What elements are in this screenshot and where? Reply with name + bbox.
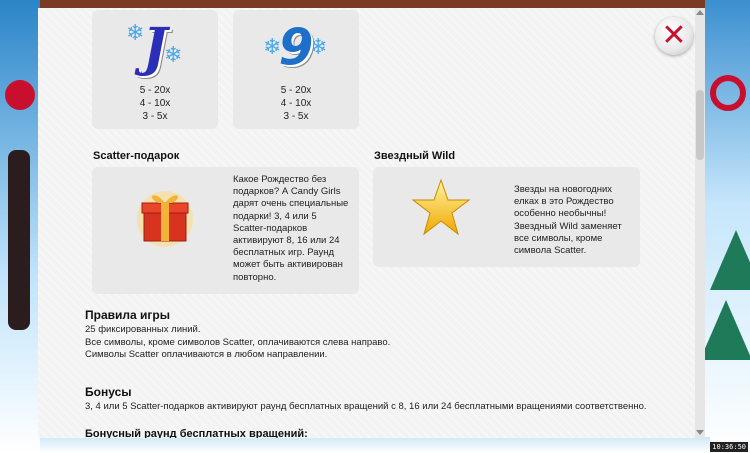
payout-line: 3 - 5x (283, 111, 309, 122)
scatter-description-line: Какое Рождество без (233, 174, 327, 185)
close-button[interactable] (655, 17, 693, 55)
scroll-down-icon[interactable] (696, 430, 704, 435)
scatter-description-line: активируют 8, 16 или 24 (233, 235, 340, 247)
game-background-left (0, 0, 40, 453)
scatter-card (92, 167, 359, 294)
bonuses-text: 3, 4 или 5 Scatter-подарков активируют раунд бесплатных вращений с 8, 16 или 24 бесплатными вращениями соответственно. (85, 401, 647, 412)
game-background-bottom (40, 437, 710, 453)
gold-star-icon (411, 178, 471, 238)
scatter-description-line: повторно. (233, 271, 277, 283)
gift-box-icon (134, 185, 196, 247)
wild-description-line: Звезды на новогодних (514, 184, 613, 195)
scatter-description-line: подарки! 3, 4 или 5 (233, 210, 317, 222)
rules-line: Символы Scatter оплачиваются в любом направлении. (85, 349, 328, 360)
free-spins-heading: Бонусный раунд бесплатных вращений: (85, 428, 308, 438)
wild-description-line: символа Scatter. (514, 245, 587, 257)
snowflake-9-symbol-icon: ❄ ❄ 9 (263, 18, 328, 76)
clock: 10:36:50 (712, 443, 746, 451)
wild-description-line: Звездный Wild заменяет (514, 220, 622, 232)
wild-description-line: елках в это Рождество (514, 196, 614, 208)
scatter-description (233, 174, 357, 284)
scatter-description-line: подарков? А Candy Girls (233, 186, 341, 198)
scatter-description-line: может быть активирован (233, 259, 343, 271)
wild-title: Звездный Wild (374, 150, 456, 162)
wild-description-line: все символы, кроме (514, 232, 603, 244)
scatter-description-line: бесплатных игр. Раунд (233, 247, 335, 259)
rules-heading: Правила игры (85, 308, 170, 322)
wild-description (514, 184, 638, 257)
scroll-up-icon[interactable] (696, 10, 704, 15)
symbol-j-payouts (92, 84, 218, 123)
rules-line: 25 фиксированных линий. (85, 324, 201, 335)
symbol-9-payouts (233, 84, 359, 123)
wild-description-line: особенно необычны! (514, 208, 607, 220)
symbol-card-9 (233, 10, 359, 129)
bonuses-heading: Бонусы (85, 385, 132, 399)
rules-line: Все символы, кроме символов Scatter, оплачиваются слева направо. (85, 336, 391, 348)
wild-card (373, 167, 640, 267)
game-background-right (705, 0, 750, 453)
rules-text (85, 324, 390, 362)
scatter-description-line: Scatter-подарков (233, 222, 308, 234)
symbol-card-j (92, 10, 218, 129)
scrollbar-track[interactable] (695, 8, 705, 438)
snowflake-j-symbol-icon: ❄ ❄ J (126, 16, 183, 78)
payout-line: 3 - 5x (142, 111, 168, 122)
payout-line: 4 - 10x (139, 98, 171, 109)
scatter-title: Scatter-подарок (93, 150, 180, 162)
scatter-description-line: дарят очень специальные (233, 198, 349, 210)
payout-line: 5 - 20x (139, 85, 171, 96)
payout-line: 4 - 10x (280, 98, 312, 109)
close-icon: ✕ (661, 18, 687, 53)
scrollbar-thumb[interactable] (696, 90, 704, 160)
game-background-top (40, 0, 705, 8)
paytable-panel (38, 8, 705, 438)
payout-line: 5 - 20x (280, 85, 312, 96)
